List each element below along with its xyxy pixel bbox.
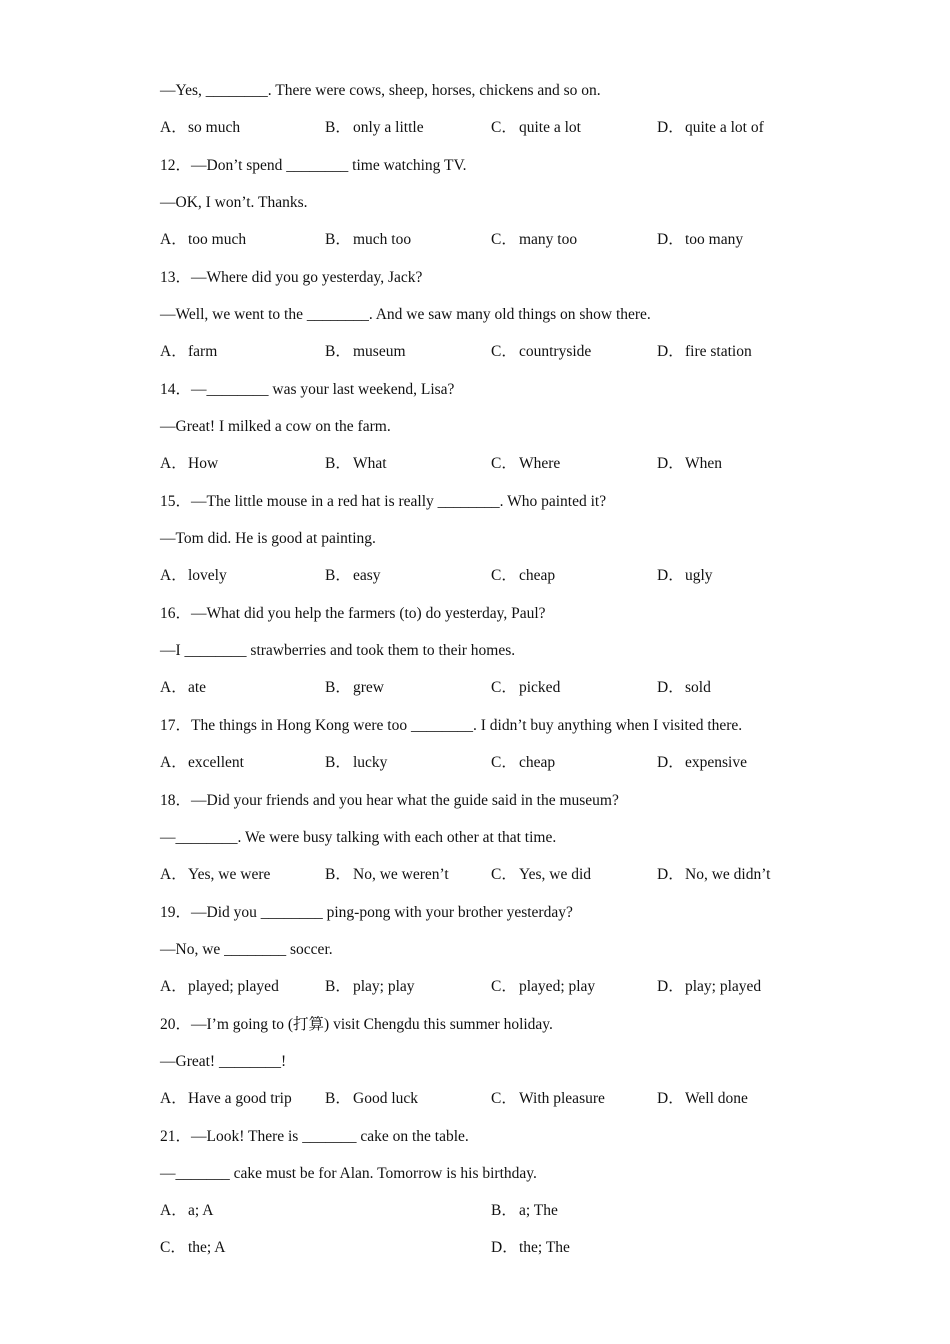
q15-question: 15．—The little mouse in a red hat is really ________. Who painted it? — [160, 493, 607, 510]
option-a[interactable]: A．excellent — [160, 754, 244, 771]
option-a[interactable]: A．played; played — [160, 978, 279, 995]
option-a[interactable]: A．a; A — [160, 1202, 214, 1219]
q21-question: 21．—Look! There is _______ cake on the table. — [160, 1128, 469, 1145]
q19-answer-line: —No, we ________ soccer. — [160, 941, 333, 958]
option-d[interactable]: D．too many — [657, 231, 744, 248]
q16-question: 16．—What did you help the farmers (to) do yesterday, Paul? — [160, 605, 546, 622]
option-c[interactable]: C． With pleasure — [491, 1090, 605, 1107]
q14-question: 14．—________ was your last weekend, Lisa? — [160, 381, 455, 398]
q20-question: 20．—I’m going to (打算) visit Chengdu this summer holiday. — [160, 1016, 553, 1033]
option-b[interactable]: B． easy — [325, 567, 381, 584]
q12-question: 12．—Don’t spend ________ time watching TV. — [160, 157, 467, 174]
option-b[interactable]: B． only a little — [325, 119, 424, 136]
option-c[interactable]: C． many too — [491, 231, 578, 248]
option-c[interactable]: C． countryside — [491, 343, 592, 360]
option-d[interactable]: D．play; played — [657, 978, 762, 995]
option-d[interactable]: D．When — [657, 455, 723, 472]
option-c[interactable]: C． cheap — [491, 754, 556, 771]
option-d[interactable]: D．sold — [657, 679, 711, 696]
option-b[interactable]: B． a; The — [491, 1202, 558, 1219]
option-c[interactable]: C． played; play — [491, 978, 596, 995]
option-a[interactable]: A．ate — [160, 679, 207, 696]
q17-question: 17．The things in Hong Kong were too ________. I didn’t buy anything when I visited there. — [160, 717, 743, 734]
option-a[interactable]: A．too much — [160, 231, 247, 248]
option-b[interactable]: B． play; play — [325, 978, 415, 995]
option-b[interactable]: B． Good luck — [325, 1090, 419, 1107]
option-b[interactable]: B． much too — [325, 231, 412, 248]
q18-answer-line: —________. We were busy talking with each other at that time. — [160, 829, 557, 846]
option-d[interactable]: D．Well done — [657, 1090, 748, 1107]
option-a[interactable]: A．farm — [160, 343, 218, 360]
q16-answer-line: —I ________ strawberries and took them to their homes. — [160, 642, 516, 659]
q20-answer-line: —Great! ________! — [160, 1053, 287, 1070]
option-c[interactable]: C． cheap — [491, 567, 556, 584]
option-b[interactable]: B． No, we weren’t — [325, 866, 449, 883]
option-b[interactable]: B． museum — [325, 343, 406, 360]
q13-question: 13．—Where did you go yesterday, Jack? — [160, 269, 423, 286]
q15-answer-line: —Tom did. He is good at painting. — [160, 530, 376, 547]
option-b[interactable]: B． lucky — [325, 754, 388, 771]
option-c[interactable]: C． Where — [491, 455, 561, 472]
option-c[interactable]: C． the; A — [160, 1239, 226, 1256]
option-d[interactable]: D．No, we didn’t — [657, 866, 771, 883]
option-d[interactable]: D．quite a lot of — [657, 119, 764, 136]
q19-question: 19．—Did you ________ ping-pong with your brother yesterday? — [160, 904, 573, 921]
option-a[interactable]: A．lovely — [160, 567, 227, 584]
option-b[interactable]: B． What — [325, 455, 387, 472]
q21-answer-line: —_______ cake must be for Alan. Tomorrow is his birthday. — [160, 1165, 537, 1182]
q11-answer-line: —Yes, ________. There were cows, sheep, horses, chickens and so on. — [160, 82, 601, 99]
option-b[interactable]: B． grew — [325, 679, 384, 696]
option-c[interactable]: C． Yes, we did — [491, 866, 592, 883]
q14-answer-line: —Great! I milked a cow on the farm. — [160, 418, 391, 435]
q12-answer-line: —OK, I won’t. Thanks. — [160, 194, 308, 211]
option-d[interactable]: D．fire station — [657, 343, 752, 360]
q18-question: 18．—Did your friends and you hear what the guide said in the museum? — [160, 792, 619, 809]
option-a[interactable]: A．Yes, we were — [160, 866, 271, 883]
option-a[interactable]: A．Have a good trip — [160, 1090, 292, 1107]
q13-answer-line: —Well, we went to the ________. And we saw many old things on show there. — [160, 306, 651, 323]
option-c[interactable]: C． quite a lot — [491, 119, 581, 136]
option-d[interactable]: D．ugly — [657, 567, 713, 584]
option-d[interactable]: D．expensive — [657, 754, 747, 771]
option-d[interactable]: D．the; The — [491, 1239, 570, 1256]
option-a[interactable]: A．How — [160, 455, 219, 472]
option-c[interactable]: C． picked — [491, 679, 561, 696]
option-a[interactable]: A．so much — [160, 119, 241, 136]
